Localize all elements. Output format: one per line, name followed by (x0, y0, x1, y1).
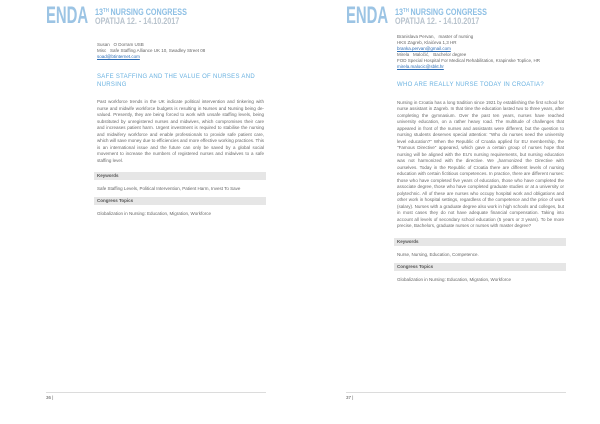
abstract-body: Past workforce trends in the UK indicate political intervention and tinkering with nurse and midwife workforce budgets is resulting in Nurses and Nursing being de-valued. Presently, they are being forced to work with unsafe staffing levels, being substituted by unregistered nurses and midwives, which compromises their care and increases patient harm. Urgent investment is required to stabilise the nursing and midwifery workforce and enable professionals to provide safe patient care, which will save money due to efficiencies and more effective working practices. This is an international issue and the future can only be saved by a global social movement to increase the numbers of registered nurses and midwives to a safe staffing level. (97, 99, 264, 163)
author-email-link[interactable]: mirela.malocic@sbkt.hr (397, 64, 444, 69)
author-email-row (397, 64, 566, 70)
enda-logo: ENDA (46, 2, 89, 29)
congress-topics-text: Globalization in Nursing: Education, Migration, Workforce (97, 211, 211, 217)
author-line: Susan O Dorram USB (97, 42, 144, 47)
congress-number: 13 (95, 7, 104, 17)
author-line: Mirela Maločić, Bachelor degree (397, 52, 467, 57)
congress-topics-header: Congress Topics (394, 263, 566, 271)
congress-suffix: TH (403, 8, 409, 14)
congress-number: 13 (395, 7, 404, 17)
author-line: Branislava Pervan, master of nursing (397, 34, 474, 39)
abstract-body: Nursing in Croatia has a long tradition since 1921 by establishing the first school for nurse assistant in Zagreb. In that time the education lasted two to three years, after completing the gymnasium. Over the past ten years, nurses have reached university education, on a rather heavy road. The multitude of challenges that appeared in front of the nurses and assistants were different, but the question to nursing students deserves special attention: "Who do nurses need the university level education?" When the Republic of Croatia applied for EU membership, the "Famous Directive" appeared, which gave a certain group of nurses hope that nursing will be aligned with the EU's nursing requirements, but nursing education was not harmonized with the directive. We „harmonized the Directive with ourselves. Today in the Republic of Croatia there are different levels of nursing education with certain fictitious competences. In practice, there are different nurses: those who have completed five years of education, those who have completed the associate degree, those who have completed graduate studies or at a university or polytechnic. All of these are nurses who occupy hospital work and obligations and other work in hospital settings, regardless of the competence and the price of work (salary). Nurses with a graduate degree also work in high schools and colleges, but in most cases they do not have adequate financial compensation. Taking into account all levels of secondary school education (5 years or 3 years). To be more precise, Bachelors, graduate nurses or nurses with master degree? (397, 99, 564, 229)
footer-rule (346, 392, 566, 393)
keywords-text: Nurse, Nursing, Education, Competence. (397, 251, 479, 257)
page-37 (300, 0, 600, 424)
keywords-text: Safe Staffing Levels, Political Intervention, Patient Harm, Invest To Save (97, 186, 241, 192)
author-affiliation: FOD Special Hospital For Medical Rehabilitation, Krapinske Toplice, HR (397, 58, 540, 63)
author-affiliation: Misc Safe Staffing Alliance UK 10, Swadley Street 08 (97, 48, 206, 53)
abstract-column (94, 42, 266, 222)
congress-topics-text: Globalization in Nursing: Education, Migration, Workforce (397, 276, 511, 282)
congress-title: NURSING CONGRESS (110, 7, 187, 17)
abstract-title: SAFE STAFFING AND THE VALUE OF NURSES AND NURSING (97, 74, 255, 88)
congress-suffix: TH (103, 8, 109, 14)
author-block (394, 34, 566, 70)
congress-topics-header: Congress Topics (94, 197, 266, 205)
abstract-title: WHO ARE REALLY NURSE TODAY IN CROATIA? (397, 82, 544, 88)
author-email-row (97, 54, 266, 60)
congress-location-date: OPATIJA 12. - 14.10.2017 (95, 16, 180, 26)
page-number: 37 | (346, 395, 354, 400)
congress-title: NURSING CONGRESS (410, 7, 487, 17)
congress-location-date: OPATIJA 12. - 14.10.2017 (395, 16, 480, 26)
keywords-header: Keywords (394, 238, 566, 246)
keywords-header: Keywords (94, 172, 266, 180)
page-number: 36 | (46, 395, 54, 400)
footer-rule (46, 392, 266, 393)
abstract-column (394, 34, 566, 288)
author-email-link[interactable]: soad@btinternet.com (97, 54, 140, 59)
author-email-link[interactable]: branka.pervan@gmail.com (397, 46, 451, 51)
author-block (94, 42, 266, 60)
author-affiliation: HKS Zagreb, Klaićeva 1,3 HR (397, 40, 457, 45)
enda-logo: ENDA (346, 2, 389, 29)
